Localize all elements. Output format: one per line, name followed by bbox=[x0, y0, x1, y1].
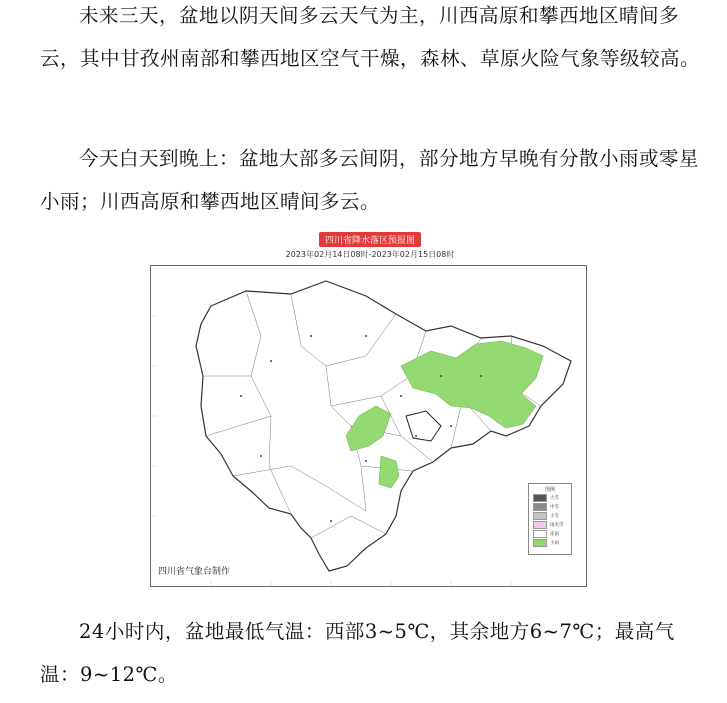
sichuan-map-svg bbox=[151, 266, 586, 586]
legend-item bbox=[529, 502, 571, 511]
legend-swatch bbox=[533, 494, 547, 502]
legend-swatch bbox=[533, 530, 547, 538]
legend-label: 小雪 bbox=[550, 513, 559, 519]
legend-label: 大雪 bbox=[550, 495, 559, 501]
paragraph-outlook: 未来三天，盆地以阴天间多云天气为主，川西高原和攀西地区晴间多云，其中甘孜州南部和攀西地区空气干燥，森林、草原火险气象等级较高。 bbox=[40, 4, 701, 70]
legend-item bbox=[529, 511, 571, 520]
figure-subtitle: 2023年02月14日08时-2023年02月15日08时 bbox=[285, 250, 455, 259]
paragraph-temperature: 24小时内，盆地最低气温：西部3~5℃，其余地方6~7℃；最高气温：9~12℃。 bbox=[40, 620, 675, 686]
legend-swatch bbox=[533, 512, 547, 520]
figure-credit: 四川省气象台制作 bbox=[158, 567, 231, 577]
legend-header: 图例 bbox=[544, 487, 555, 493]
legend-swatch bbox=[533, 503, 547, 511]
legend-item bbox=[529, 538, 571, 547]
figure-title: 四川省降水落区预报图 bbox=[319, 232, 421, 247]
legend-item bbox=[529, 493, 571, 502]
figure-title-block bbox=[150, 228, 590, 260]
paragraph-today: 今天白天到晚上：盆地大部多云间阴，部分地方早晚有分散小雨或零星小雨；川西高原和攀西地区晴间多云。 bbox=[40, 147, 700, 213]
legend-swatch bbox=[533, 539, 547, 547]
legend-label: 雨夹雪 bbox=[550, 522, 564, 528]
legend-item bbox=[529, 529, 571, 538]
legend-label: 小雨 bbox=[550, 540, 559, 546]
legend-swatch bbox=[533, 521, 547, 529]
map-legend bbox=[528, 483, 572, 555]
legend-label: 冻雨 bbox=[550, 531, 559, 537]
legend-item bbox=[529, 520, 571, 529]
precipitation-map bbox=[150, 265, 587, 587]
legend-label: 中雪 bbox=[550, 504, 559, 510]
